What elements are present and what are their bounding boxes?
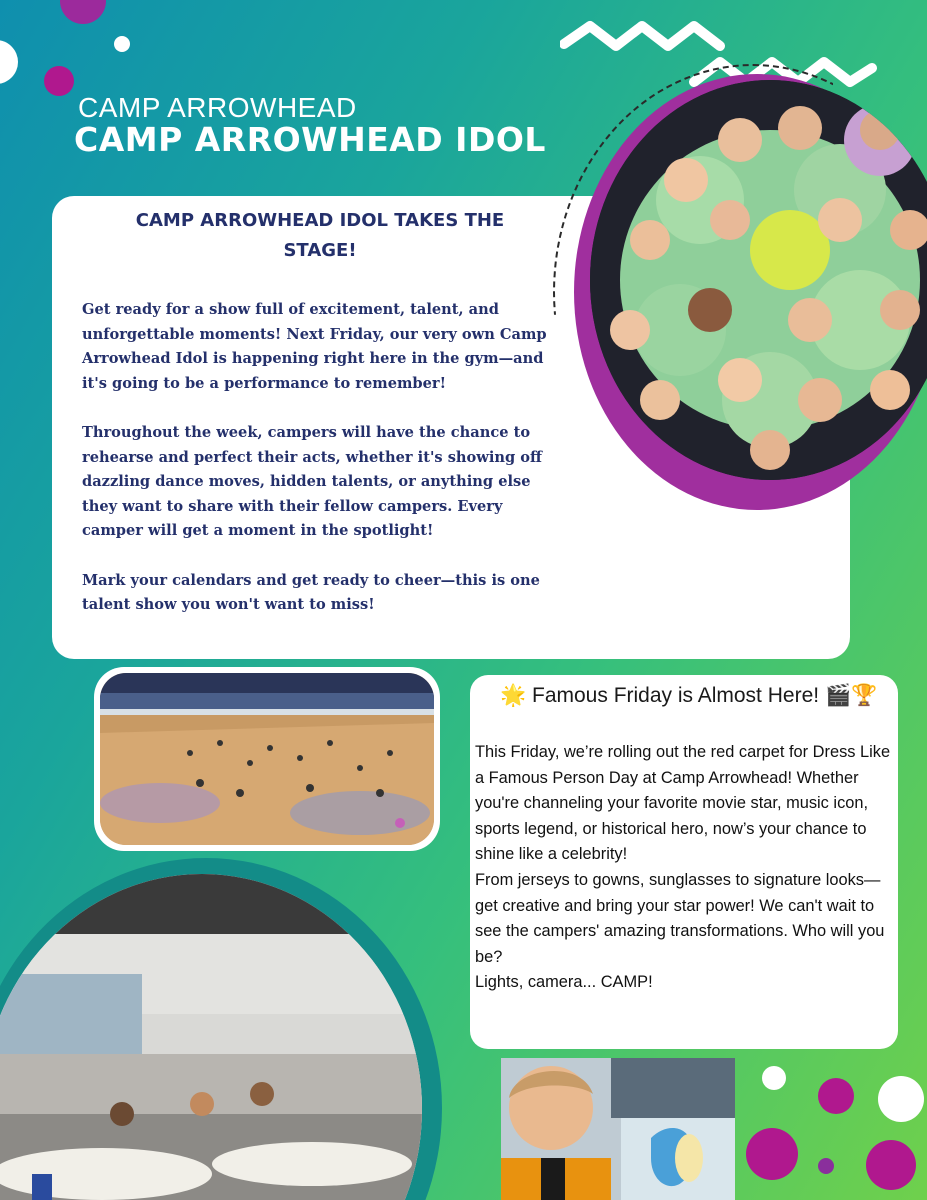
decor-dot-magenta [746,1128,798,1180]
page-title: CAMP ARROWHEAD IDOL [74,120,546,159]
boy-painting-image [501,1058,735,1200]
decor-dot-white [878,1076,924,1122]
decor-dot-white [762,1066,786,1090]
friday-paragraph: This Friday, we’re rolling out the red carpet for Dress Like a Famous Person Day at Camp Arrowhead! Whether you're channeling your favorite movie star, music icon, sports legend, or historical hero, now’s your chance to shine like a celebrity! [475,743,891,864]
group-photo-image [590,80,927,480]
article-paragraph: Mark your calendars and get ready to cheer—this is one talent show you won't want to miss! [82,571,540,614]
article-paragraph: Get ready for a show full of excitement, talent, and unforgettable moments! Next Friday, our very own Camp Arrowhead Idol is happening right here in the gym—and it's going to be a performance to remember! [82,301,547,392]
famous-friday-body [475,740,893,996]
decor-dot-white [114,36,130,52]
decor-dot-magenta [44,66,74,96]
article-body [82,298,552,618]
decor-dot-magenta [866,1140,916,1190]
article-paragraph: Throughout the week, campers will have the chance to rehearse and perfect their acts, whether it's showing off dazzling dance moves, hidden talents, or anything else they want to share with their fellow campers. Every camper will get a moment in the spotlight! [82,423,542,540]
star-icon: 🌟 [500,684,527,707]
skating-rink-image [100,673,434,845]
famous-friday-title [500,684,877,708]
famous-friday-heading: Famous Friday is Almost Here! [532,684,820,707]
friday-paragraph: Lights, camera... CAMP! [475,973,653,992]
decor-dot-purple [818,1158,834,1174]
decor-dot-magenta [818,1078,854,1114]
decor-dot-magenta [60,0,106,24]
friday-paragraph: From jerseys to gowns, sunglasses to signature looks—get creative and bring your star power! We can't wait to see the campers' amazing transformations. Who will you be? [475,870,885,966]
camp-name: CAMP ARROWHEAD [78,92,357,123]
boy-painting-photo [501,1058,735,1200]
clapper-trophy-icon: 🎬🏆 [824,684,878,707]
decor-dot-white [0,40,18,84]
skating-rink-photo [100,673,434,845]
article-heading: CAMP ARROWHEAD IDOL TAKES THE STAGE! [135,210,505,261]
group-photo [590,80,927,480]
